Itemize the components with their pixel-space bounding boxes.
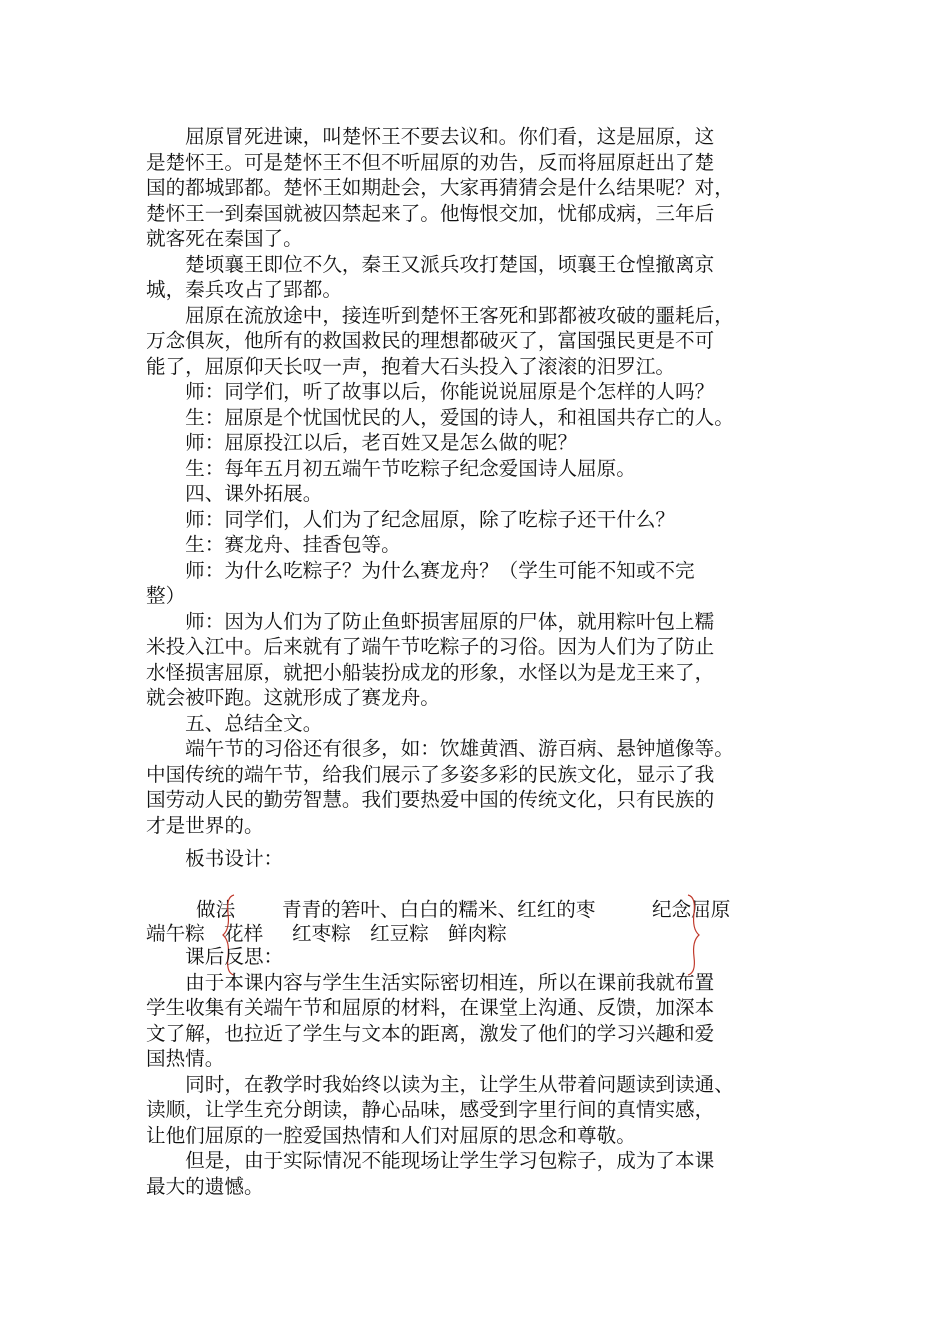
text-line: 学生收集有关端午节和屈原的材料，在课堂上沟通、反馈，加深本 [146, 996, 715, 1019]
board-row2-item-3: 鲜肉粽 [448, 922, 507, 945]
text-line: 让他们屈原的一腔爱国热情和人们对屈原的思念和尊敬。 [146, 1123, 636, 1147]
text-line: 水怪损害屈原，就把小船装扮成龙的形象，水怪以为是龙王来了， [146, 660, 715, 684]
text-line: 屈原在流放途中，接连听到楚怀王客死和郢都被攻破的噩耗后， [146, 303, 734, 327]
board-row1-content: 青青的箬叶、白白的糯米、红红的枣 [282, 898, 596, 921]
text-line: 文了解，也拉近了学生与文本的距离，激发了他们的学习兴趣和爱 [146, 1021, 715, 1045]
text-line: 生：每年五月初五端午节吃粽子纪念爱国诗人屈原。 [146, 456, 636, 480]
text-line: 师：屈原投江以后，老百姓又是怎么做的呢？ [146, 431, 578, 454]
text-line: 国的都城郢都。楚怀王如期赴会，大家再猜猜会是什么结果呢？对， [146, 176, 734, 199]
text-line: 同时，在教学时我始终以读为主，让学生从带着问题读到读通、 [146, 1072, 734, 1096]
board-row2-content: 花样 [224, 922, 264, 945]
board-row2-item-2: 红豆粽 [370, 922, 429, 945]
lesson-text-top [146, 124, 806, 838]
text-line: 五、总结全文。 [146, 711, 323, 735]
text-line: 才是世界的。 [146, 813, 264, 837]
text-line: 整） [146, 584, 186, 607]
text-line: 楚顷襄王即位不久，秦王又派兵攻打楚国，顷襄王仓惶撤离京 [146, 252, 715, 276]
board-heading: 板书设计： [146, 847, 284, 870]
text-line: 楚怀王一到秦国就被囚禁起来了。他悔恨交加，忧郁成病，三年后 [146, 201, 715, 225]
text-line: 国劳动人民的勤劳智慧。我们要热爱中国的传统文化，只有民族的 [146, 788, 715, 811]
board-row2-item-1: 红枣粽 [292, 922, 351, 945]
text-line: 师：因为人们为了防止鱼虾损害屈原的尸体，就用粽叶包上糯 [146, 609, 715, 633]
text-line: 万念俱灰，他所有的救国救民的理想都破灭了，富国强民更是不可 [146, 329, 715, 352]
board-row2-label: 端午粽 [146, 922, 205, 945]
text-line: 课后反思： [146, 945, 284, 968]
text-line: 中国传统的端午节，给我们展示了多姿多彩的民族文化，显示了我 [146, 762, 715, 786]
board-design [146, 897, 806, 949]
text-line: 生：屈原是个忧国忧民的人，爱国的诗人，和祖国共存亡的人。 [146, 405, 734, 429]
text-line: 读顺，让学生充分朗读，静心品味，感受到字里行间的真情实感， [146, 1098, 715, 1121]
text-line: 四、课外拓展。 [146, 482, 323, 505]
text-line: 就会被吓跑。这就形成了赛龙舟。 [146, 686, 440, 709]
text-line: 由于本课内容与学生生活实际密切相连，所以在课前我就布置 [146, 970, 715, 994]
text-line: 最大的遗憾。 [146, 1174, 264, 1198]
text-line: 屈原冒死进谏，叫楚怀王不要去议和。你们看，这是屈原，这 [146, 125, 715, 148]
board-heading-block [146, 846, 806, 872]
board-row1-right: 纪念屈原 [652, 898, 731, 921]
text-line: 是楚怀王。可是楚怀王不但不听屈原的劝告，反而将屈原赶出了楚 [146, 150, 715, 174]
text-line: 师：同学们，听了故事以后，你能说说屈原是个怎样的人吗？ [146, 380, 715, 403]
text-line: 端午节的习俗还有很多，如：饮雄黄酒、游百病、悬钟馗像等。 [146, 737, 734, 760]
text-line: 师：同学们，人们为了纪念屈原，除了吃棕子还干什么？ [146, 507, 676, 531]
text-line: 师：为什么吃粽子？为什么赛龙舟？（学生可能不知或不完 [146, 558, 695, 582]
text-line: 生：赛龙舟、挂香包等。 [146, 533, 401, 556]
text-line: 米投入江中。后来就有了端午节吃粽子的习俗。因为人们为了防止 [146, 635, 715, 658]
text-line: 城，秦兵攻占了郢都。 [146, 278, 342, 301]
text-line: 就客死在秦国了。 [146, 227, 303, 250]
board-row1-label: 做法 [196, 898, 236, 921]
text-line: 但是，由于实际情况不能现场让学生学习包粽子，成为了本课 [146, 1149, 715, 1172]
text-line: 能了，屈原仰天长叹一声，抱着大石头投入了滚滚的汨罗江。 [146, 354, 676, 378]
lesson-text-bottom [146, 944, 806, 1199]
text-line: 国热情。 [146, 1047, 225, 1070]
